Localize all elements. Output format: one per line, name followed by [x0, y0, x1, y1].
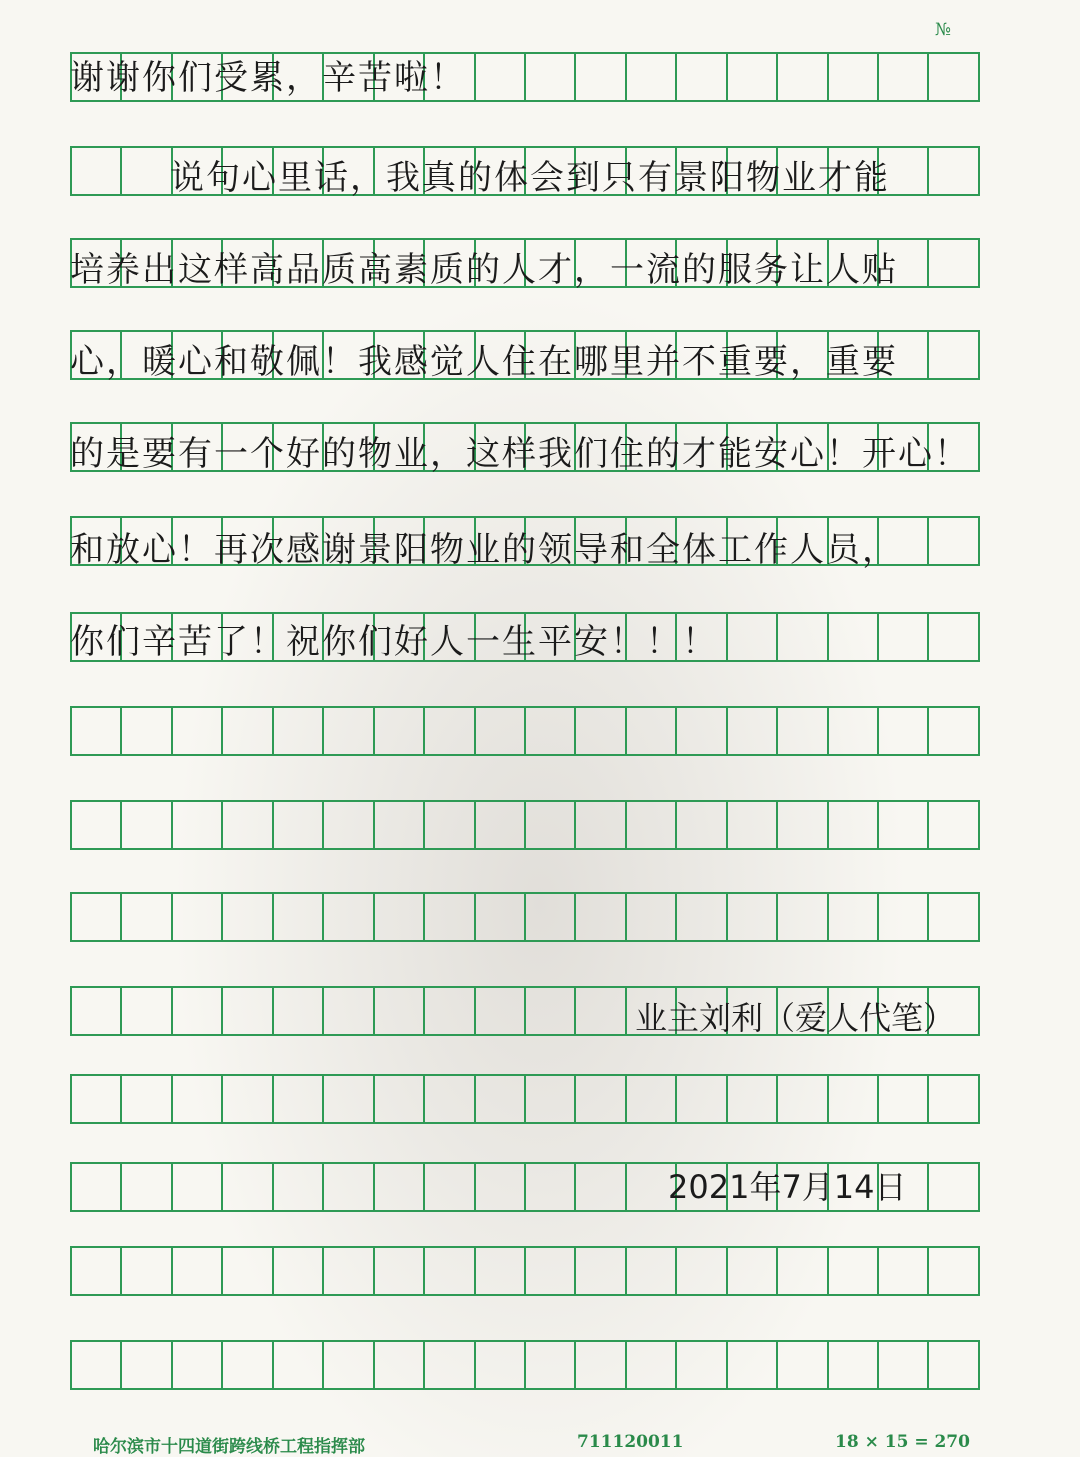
grid-cell [122, 706, 172, 756]
grid-cell [829, 800, 879, 850]
grid-cell [425, 800, 475, 850]
footer-code: 711120011 [577, 1432, 684, 1452]
grid-cell [879, 1074, 929, 1124]
grid-cell [223, 1162, 273, 1212]
grid-cell [829, 1074, 879, 1124]
grid-cell [879, 1340, 929, 1390]
grid-cell [627, 892, 677, 942]
grid-cell [324, 986, 374, 1036]
grid-cell [576, 800, 626, 850]
grid-cell [576, 1340, 626, 1390]
grid-cell [879, 892, 929, 942]
grid-cell [627, 800, 677, 850]
grid-cell [778, 1074, 828, 1124]
letter-line-6: 和放心！再次感谢景阳物业的领导和全体工作人员， [70, 530, 898, 570]
letter-line-2: 说句心里话，我真的体会到只有景阳物业才能 [170, 158, 890, 198]
grid-cell [526, 800, 576, 850]
grid-cell [324, 1246, 374, 1296]
grid-row [70, 1074, 980, 1124]
grid-cell [223, 986, 273, 1036]
grid-cell [476, 1340, 526, 1390]
grid-cell [122, 986, 172, 1036]
grid-cell [122, 146, 172, 196]
grid-cell [223, 1074, 273, 1124]
grid-cell [274, 706, 324, 756]
grid-cell [526, 1340, 576, 1390]
grid-cell [173, 1246, 223, 1296]
grid-cell [324, 892, 374, 942]
grid-cell [425, 1340, 475, 1390]
grid-cell [70, 146, 122, 196]
grid-cell [677, 800, 727, 850]
grid-cell [778, 706, 828, 756]
grid-cell [929, 800, 979, 850]
grid-cell [274, 1074, 324, 1124]
grid-cell [929, 1162, 979, 1212]
grid-cell [627, 1246, 677, 1296]
grid-cell [70, 892, 122, 942]
footer-organization: 哈尔滨市十四道街跨线桥工程指挥部 [93, 1437, 365, 1457]
letter-line-1: 谢谢你们受累，辛苦啦！ [70, 58, 466, 98]
grid-cell [677, 1074, 727, 1124]
grid-cell [879, 706, 929, 756]
grid-cell [728, 706, 778, 756]
grid-cell [375, 1246, 425, 1296]
grid-cell [375, 800, 425, 850]
grid-cell [70, 1162, 122, 1212]
grid-cell [476, 892, 526, 942]
grid-cell [627, 706, 677, 756]
grid-cell [929, 706, 979, 756]
grid-cell [576, 1162, 626, 1212]
letter-line-5: 的是要有一个好的物业，这样我们住的才能安心！开心！ [70, 434, 970, 474]
grid-cell [627, 1340, 677, 1390]
grid-cell [324, 706, 374, 756]
grid-cell [677, 706, 727, 756]
letter-line-7: 你们辛苦了！祝你们好人一生平安！！！ [70, 622, 718, 662]
grid-cell [274, 800, 324, 850]
grid-cell [829, 706, 879, 756]
grid-cell [425, 986, 475, 1036]
grid-cell [526, 986, 576, 1036]
letter-line-3: 培养出这样高品质高素质的人才，一流的服务让人贴 [70, 250, 898, 290]
grid-cell [425, 1162, 475, 1212]
grid-cell [778, 800, 828, 850]
grid-cell [223, 892, 273, 942]
grid-cell [274, 986, 324, 1036]
grid-cell [70, 1074, 122, 1124]
grid-cell [476, 1246, 526, 1296]
grid-cell [324, 800, 374, 850]
grid-cell [173, 706, 223, 756]
grid-cell [375, 1340, 425, 1390]
grid-cell [778, 892, 828, 942]
grid-cell [677, 1246, 727, 1296]
grid-cell [122, 1162, 172, 1212]
grid-cell [375, 1162, 425, 1212]
grid-cell [375, 706, 425, 756]
grid-cell [879, 800, 929, 850]
signature: 业主刘利（爱人代笔） [635, 999, 956, 1037]
grid-cell [879, 1246, 929, 1296]
grid-cell [476, 706, 526, 756]
grid-cell [576, 986, 626, 1036]
grid-cell [576, 892, 626, 942]
grid-cell [526, 1162, 576, 1212]
grid-cell [576, 1246, 626, 1296]
grid-cell [677, 892, 727, 942]
grid-row [70, 706, 980, 756]
grid-cell [375, 892, 425, 942]
grid-cell [274, 892, 324, 942]
letter-date: 2021年7月14日 [668, 1168, 907, 1206]
grid-cell [526, 892, 576, 942]
grid-cell [324, 1162, 374, 1212]
grid-cell [173, 800, 223, 850]
grid-cell [375, 986, 425, 1036]
grid-row [70, 892, 980, 942]
grid-cell [223, 800, 273, 850]
grid-cell [274, 1246, 324, 1296]
grid-cell [476, 1162, 526, 1212]
grid-cell [929, 892, 979, 942]
grid-cell [375, 1074, 425, 1124]
grid-cell [122, 1246, 172, 1296]
grid-cell [223, 1246, 273, 1296]
grid-cell [70, 800, 122, 850]
grid-cell [728, 1074, 778, 1124]
grid-row [70, 1340, 980, 1390]
grid-cell [929, 1246, 979, 1296]
footer-grid-spec: 18 × 15 = 270 [835, 1432, 970, 1452]
grid-cell [627, 1074, 677, 1124]
grid-cell [677, 1340, 727, 1390]
grid-cell [70, 986, 122, 1036]
page-number-mark: № [935, 20, 952, 40]
grid-cell [425, 892, 475, 942]
grid-cell [122, 1074, 172, 1124]
grid-cell [728, 800, 778, 850]
grid-cell [324, 1074, 374, 1124]
grid-cell [728, 1246, 778, 1296]
grid-cell [829, 892, 879, 942]
grid-cell [526, 1246, 576, 1296]
grid-cell [173, 986, 223, 1036]
grid-cell [122, 1340, 172, 1390]
grid-cell [274, 1162, 324, 1212]
grid-cell [173, 1162, 223, 1212]
grid-cell [778, 1246, 828, 1296]
grid-cell [70, 1246, 122, 1296]
grid-row [70, 800, 980, 850]
grid-cell [778, 1340, 828, 1390]
grid-cell [173, 892, 223, 942]
grid-cell [829, 1246, 879, 1296]
grid-cell [829, 1340, 879, 1390]
grid-cell [425, 1074, 475, 1124]
grid-cell [476, 1074, 526, 1124]
grid-cell [425, 1246, 475, 1296]
grid-cell [526, 706, 576, 756]
grid-cell [929, 1340, 979, 1390]
grid-cell [728, 892, 778, 942]
grid-cell [324, 1340, 374, 1390]
grid-cell [70, 706, 122, 756]
grid-cell [929, 1074, 979, 1124]
grid-cell [223, 706, 273, 756]
grid-cell [223, 1340, 273, 1390]
grid-cell [425, 706, 475, 756]
grid-cell [728, 1340, 778, 1390]
letter-line-4: 心，暖心和敬佩！我感觉人住在哪里并不重要，重要 [70, 342, 898, 382]
grid-cell [122, 800, 172, 850]
grid-cell [122, 892, 172, 942]
grid-cell [274, 1340, 324, 1390]
grid-cell [576, 706, 626, 756]
grid-cell [526, 1074, 576, 1124]
grid-cell [70, 1340, 122, 1390]
grid-row [70, 1246, 980, 1296]
grid-cell [476, 986, 526, 1036]
grid-cell [476, 800, 526, 850]
grid-cell [576, 1074, 626, 1124]
grid-cell [173, 1340, 223, 1390]
grid-cell [173, 1074, 223, 1124]
